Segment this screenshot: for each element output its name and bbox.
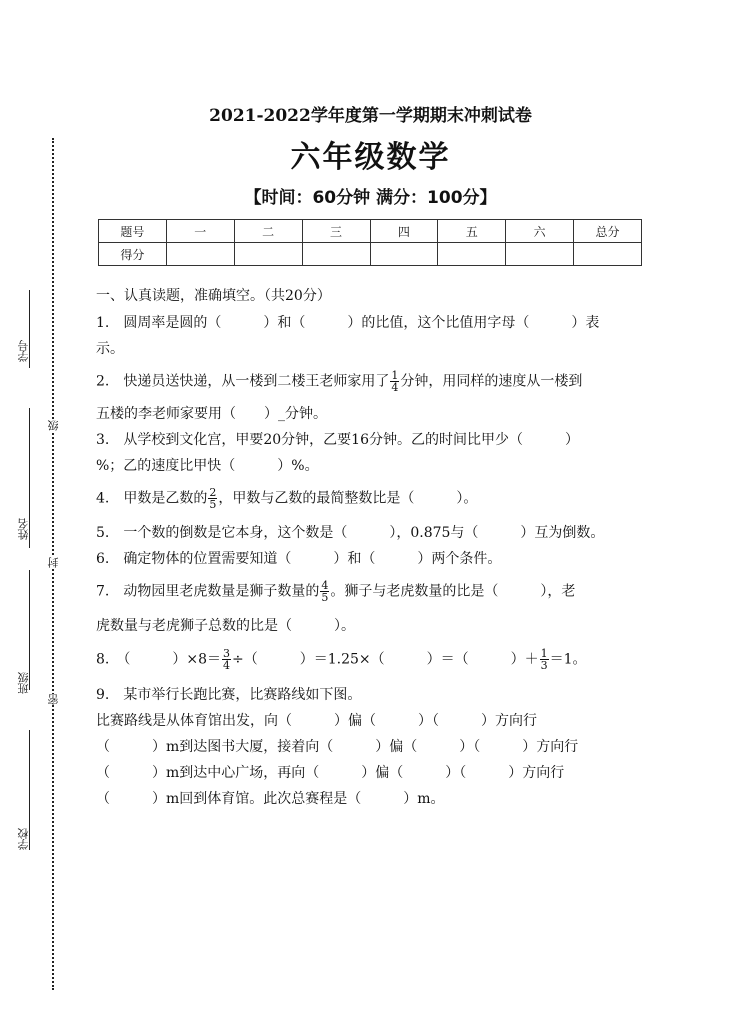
score-entry[interactable] [438, 243, 506, 266]
class-seal-char: 级 [47, 420, 60, 431]
q2-numerator: 1 [391, 369, 399, 382]
student-id-label: 学号 [17, 340, 30, 362]
score-table-score-row [99, 243, 642, 266]
q4-denominator: 5 [209, 498, 217, 511]
score-cell: 六 [506, 220, 574, 243]
question-7-line-1 [96, 580, 575, 603]
q7-fraction [320, 580, 329, 603]
question-9-route-1: 比赛路线是从体育馆出发，向（ ）偏（ ）（ ）方向行 [96, 713, 537, 729]
score-cell: 三 [302, 220, 370, 243]
q8-numerator-1: 3 [223, 647, 230, 660]
score-row-label: 得分 [99, 243, 167, 266]
score-entry[interactable] [370, 243, 438, 266]
score-cell: 四 [370, 220, 438, 243]
grade-class-label: 班级 [17, 672, 30, 694]
score-entry[interactable] [166, 243, 234, 266]
q2-fraction [390, 370, 399, 393]
question-6: 6. 确定物体的位置需要知道（ ）和（ ）两个条件。 [96, 551, 502, 567]
question-7-line-2: 虎数量与老虎狮子总数的比是（ ）。 [96, 618, 355, 634]
score-table [98, 219, 642, 266]
question-4 [96, 487, 477, 510]
question-5: 5. 一个数的倒数是它本身，这个数是（ ），0.875与（ ）互为倒数。 [96, 525, 605, 541]
name-label: 姓名 [17, 518, 30, 540]
q7-denominator: 5 [321, 591, 329, 604]
section-heading: 一、认真读题，准确填空。（共20分） [96, 288, 331, 304]
q2-text-pre: 2. 快递员送快递，从一楼到二楼王老师家用了 [96, 373, 390, 390]
question-9-route-2: （ ）m到达图书大厦，接着向（ ）偏（ ）（ ）方向行 [96, 739, 579, 755]
q8-numerator-2: 1 [540, 647, 548, 660]
q8-fraction-2 [540, 648, 549, 671]
score-entry[interactable] [506, 243, 574, 266]
school-label: 学校 [17, 828, 30, 850]
question-3-line-2: %；乙的速度比甲快（ ）%。 [96, 458, 319, 474]
q8-fraction-1 [222, 648, 231, 671]
q7-text-post: 。狮子与老虎数量的比是（ ），老 [330, 583, 576, 600]
score-cell: 二 [234, 220, 302, 243]
q4-text-pre: 4. 甲数是乙数的 [96, 490, 208, 507]
question-1-line-1: 1. 圆周率是圆的（ ）和（ ）的比值，这个比值用字母（ ）表 [96, 315, 600, 331]
exam-title: 2021-2022学年度第一学期期末冲刺试卷 [209, 106, 532, 126]
score-table-header-row [99, 220, 642, 243]
score-cell: 题号 [99, 220, 167, 243]
subject-title: 六年级数学 [290, 140, 451, 175]
seal-char: 封 [47, 557, 60, 568]
question-9-route-3: （ ）m到达中心广场，再向（ ）偏（ ）（ ）方向行 [96, 765, 565, 781]
q2-denominator: 4 [391, 381, 399, 394]
q8-text-c: ＝1。 [549, 651, 587, 668]
question-2-line-2: 五楼的李老师家要用（ ）_分钟。 [96, 406, 327, 422]
score-entry[interactable] [302, 243, 370, 266]
question-9-route-4: （ ）m回到体育馆。此次总赛程是（ ）m。 [96, 791, 445, 807]
q4-numerator: 2 [209, 486, 217, 499]
question-2-line-1 [96, 370, 582, 393]
secret-char: 密 [47, 694, 60, 705]
q7-text-pre: 7. 动物园里老虎数量是狮子数量的 [96, 583, 320, 600]
exam-info: 【时间：60分钟 满分：100分】 [244, 188, 497, 208]
score-cell: 五 [438, 220, 506, 243]
question-9: 9. 某市举行长跑比赛，比赛路线如下图。 [96, 687, 362, 703]
question-8 [96, 648, 587, 671]
q8-denominator-2: 3 [540, 659, 548, 672]
question-1-line-2: 示。 [96, 341, 124, 357]
q8-text-b: ÷（ ）＝1.25×（ ）＝（ ）＋ [232, 651, 539, 668]
q8-denominator-1: 4 [223, 659, 230, 672]
q2-text-post: 分钟，用同样的速度从一楼到 [400, 373, 583, 390]
score-cell: 一 [166, 220, 234, 243]
score-cell: 总分 [574, 220, 642, 243]
score-entry[interactable] [574, 243, 642, 266]
q7-numerator: 4 [321, 579, 329, 592]
q4-text-post: ，甲数与乙数的最简整数比是（ ）。 [218, 490, 478, 507]
q4-fraction [208, 487, 217, 510]
question-3-line-1: 3. 从学校到文化宫，甲要20分钟，乙要16分钟。乙的时间比甲少（ ） [96, 432, 579, 448]
q8-text-a: 8. （ ）×8＝ [96, 651, 221, 668]
score-entry[interactable] [234, 243, 302, 266]
